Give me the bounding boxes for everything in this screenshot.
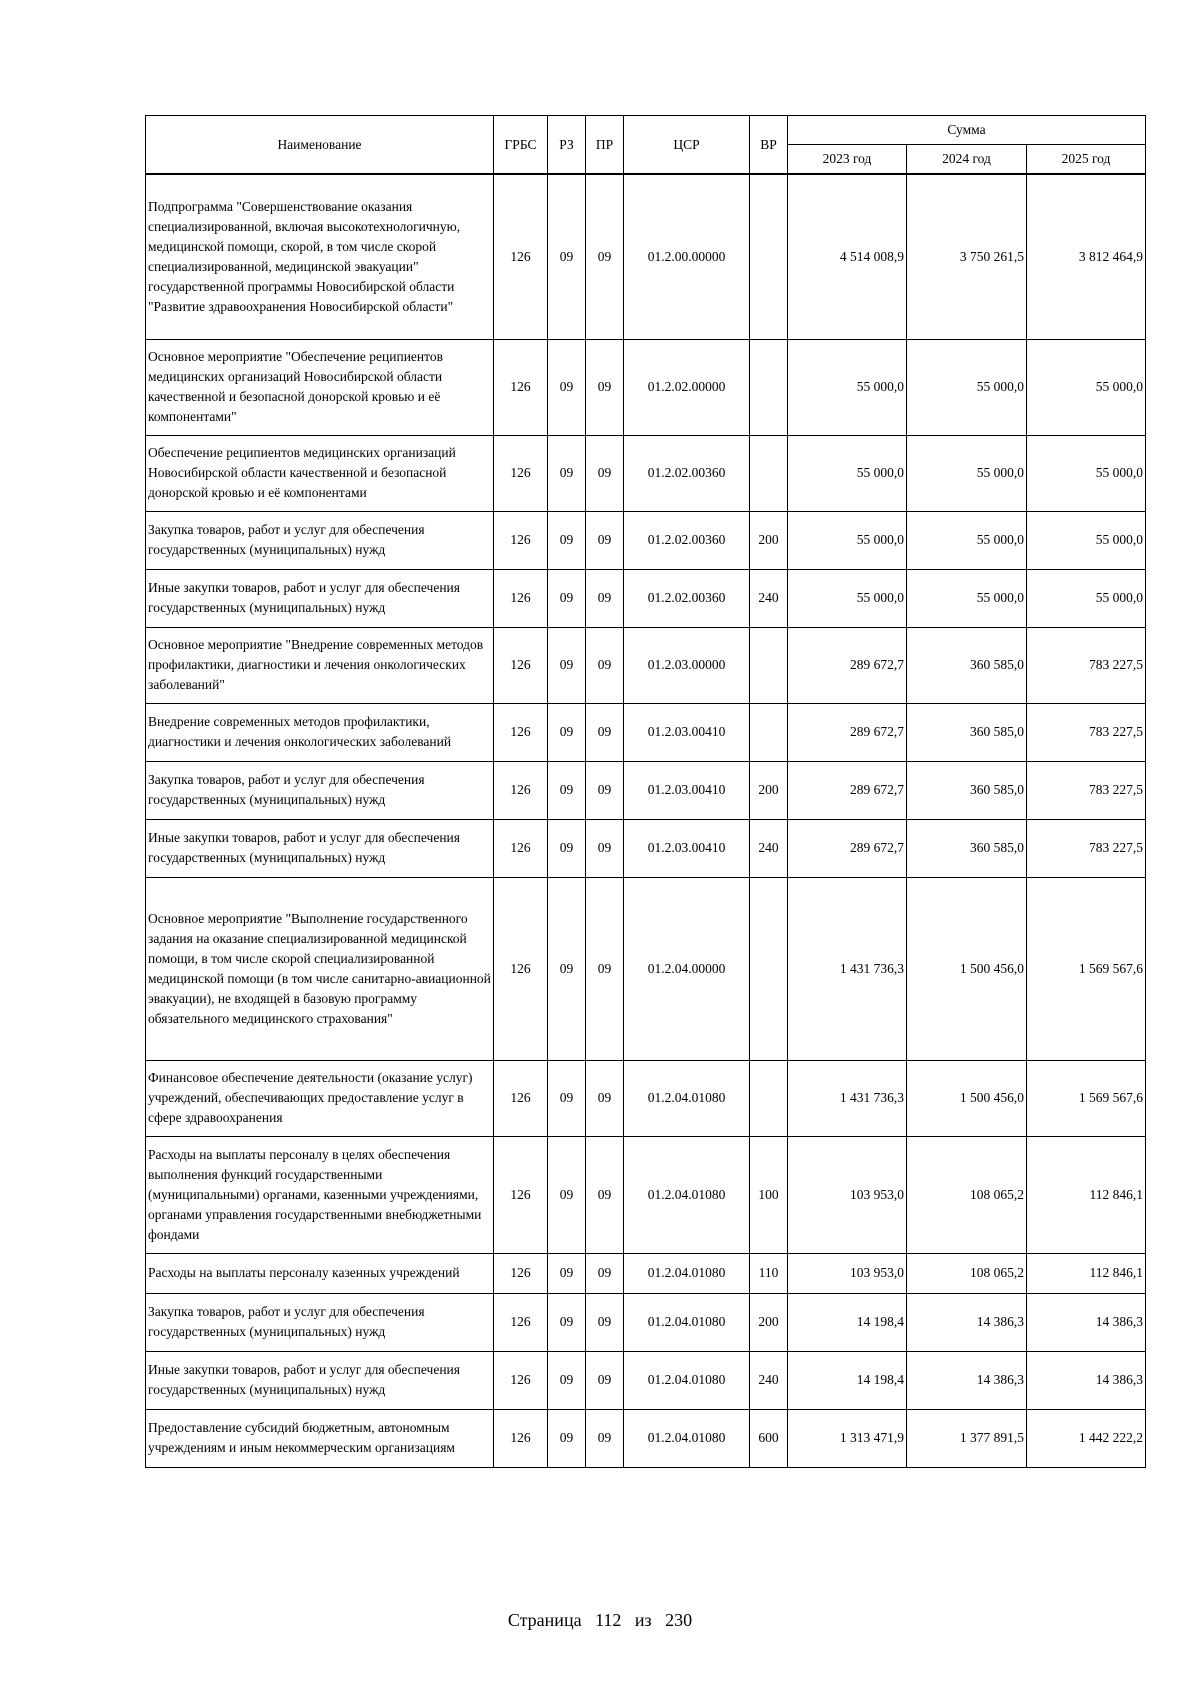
header-name: Наименование [146, 116, 494, 175]
cell-pr: 09 [586, 174, 624, 339]
table-row [146, 1253, 1146, 1293]
cell-rz: 09 [548, 174, 586, 339]
cell-name: Иные закупки товаров, работ и услуг для обеспечения государственных (муниципальных) нужд [146, 569, 494, 627]
cell-name: Финансовое обеспечение деятельности (оказание услуг) учреждений, обеспечивающих предоставление услуг в сфере здравоохранения [146, 1060, 494, 1136]
cell-2023: 55 000,0 [788, 435, 907, 511]
cell-csr: 01.2.04.00000 [624, 877, 750, 1060]
cell-csr: 01.2.03.00410 [624, 761, 750, 819]
cell-pr: 09 [586, 627, 624, 703]
cell-2023: 289 672,7 [788, 819, 907, 877]
cell-2024: 55 000,0 [907, 511, 1027, 569]
cell-2024: 360 585,0 [907, 819, 1027, 877]
cell-vr [750, 1060, 788, 1136]
cell-2024: 55 000,0 [907, 569, 1027, 627]
cell-grbs: 126 [494, 703, 548, 761]
cell-2023: 103 953,0 [788, 1136, 907, 1253]
cell-2025: 1 442 222,2 [1027, 1409, 1146, 1467]
cell-2024: 1 500 456,0 [907, 1060, 1027, 1136]
cell-vr: 200 [750, 1293, 788, 1351]
cell-2024: 360 585,0 [907, 703, 1027, 761]
cell-pr: 09 [586, 1136, 624, 1253]
cell-vr: 600 [750, 1409, 788, 1467]
cell-2025: 55 000,0 [1027, 435, 1146, 511]
cell-2023: 4 514 008,9 [788, 174, 907, 339]
cell-2023: 289 672,7 [788, 761, 907, 819]
cell-2025: 112 846,1 [1027, 1136, 1146, 1253]
cell-name: Иные закупки товаров, работ и услуг для обеспечения государственных (муниципальных) нужд [146, 819, 494, 877]
cell-pr: 09 [586, 435, 624, 511]
cell-grbs: 126 [494, 1136, 548, 1253]
cell-name: Предоставление субсидий бюджетным, автономным учреждениям и иным некоммерческим организациям [146, 1409, 494, 1467]
cell-vr: 240 [750, 819, 788, 877]
cell-2025: 1 569 567,6 [1027, 877, 1146, 1060]
cell-rz: 09 [548, 1136, 586, 1253]
cell-vr: 200 [750, 761, 788, 819]
cell-name: Основное мероприятие "Обеспечение реципиентов медицинских организаций Новосибирской области качественной и безопасной донорской кровью и её компонентами" [146, 339, 494, 435]
cell-rz: 09 [548, 703, 586, 761]
cell-csr: 01.2.02.00360 [624, 511, 750, 569]
cell-grbs: 126 [494, 819, 548, 877]
table-row [146, 703, 1146, 761]
table-row [146, 1136, 1146, 1253]
cell-csr: 01.2.04.01080 [624, 1136, 750, 1253]
cell-2023: 289 672,7 [788, 627, 907, 703]
cell-vr: 240 [750, 569, 788, 627]
cell-grbs: 126 [494, 339, 548, 435]
cell-csr: 01.2.04.01080 [624, 1409, 750, 1467]
cell-2024: 14 386,3 [907, 1293, 1027, 1351]
cell-2023: 55 000,0 [788, 511, 907, 569]
cell-2025: 55 000,0 [1027, 511, 1146, 569]
cell-vr [750, 627, 788, 703]
header-year-2025: 2025 год [1027, 145, 1146, 175]
cell-pr: 09 [586, 703, 624, 761]
cell-rz: 09 [548, 1409, 586, 1467]
cell-rz: 09 [548, 877, 586, 1060]
cell-grbs: 126 [494, 1293, 548, 1351]
cell-2025: 1 569 567,6 [1027, 1060, 1146, 1136]
cell-grbs: 126 [494, 511, 548, 569]
cell-pr: 09 [586, 1409, 624, 1467]
table-row [146, 1409, 1146, 1467]
cell-2023: 103 953,0 [788, 1253, 907, 1293]
header-year-2024: 2024 год [907, 145, 1027, 175]
table-row [146, 877, 1146, 1060]
cell-csr: 01.2.03.00410 [624, 819, 750, 877]
cell-rz: 09 [548, 819, 586, 877]
cell-name: Расходы на выплаты персоналу казенных учреждений [146, 1253, 494, 1293]
cell-2025: 112 846,1 [1027, 1253, 1146, 1293]
cell-2023: 1 313 471,9 [788, 1409, 907, 1467]
cell-vr [750, 174, 788, 339]
table-row [146, 1351, 1146, 1409]
cell-2025: 783 227,5 [1027, 761, 1146, 819]
header-grbs: ГРБС [494, 116, 548, 175]
cell-2025: 14 386,3 [1027, 1351, 1146, 1409]
header-csr: ЦСР [624, 116, 750, 175]
cell-vr: 200 [750, 511, 788, 569]
cell-pr: 09 [586, 339, 624, 435]
cell-vr [750, 877, 788, 1060]
cell-pr: 09 [586, 1060, 624, 1136]
cell-name: Иные закупки товаров, работ и услуг для обеспечения государственных (муниципальных) нужд [146, 1351, 494, 1409]
cell-grbs: 126 [494, 174, 548, 339]
cell-rz: 09 [548, 1060, 586, 1136]
cell-rz: 09 [548, 339, 586, 435]
cell-2024: 108 065,2 [907, 1136, 1027, 1253]
cell-grbs: 126 [494, 435, 548, 511]
cell-rz: 09 [548, 1293, 586, 1351]
cell-2024: 55 000,0 [907, 435, 1027, 511]
cell-2025: 783 227,5 [1027, 703, 1146, 761]
cell-name: Внедрение современных методов профилактики, диагностики и лечения онкологических заболеваний [146, 703, 494, 761]
cell-pr: 09 [586, 569, 624, 627]
cell-2025: 783 227,5 [1027, 627, 1146, 703]
cell-rz: 09 [548, 761, 586, 819]
header-pr: ПР [586, 116, 624, 175]
cell-2023: 1 431 736,3 [788, 877, 907, 1060]
cell-csr: 01.2.03.00000 [624, 627, 750, 703]
cell-2023: 1 431 736,3 [788, 1060, 907, 1136]
cell-csr: 01.2.00.00000 [624, 174, 750, 339]
cell-2024: 360 585,0 [907, 627, 1027, 703]
cell-name: Закупка товаров, работ и услуг для обеспечения государственных (муниципальных) нужд [146, 761, 494, 819]
cell-grbs: 126 [494, 761, 548, 819]
cell-csr: 01.2.03.00410 [624, 703, 750, 761]
cell-csr: 01.2.04.01080 [624, 1293, 750, 1351]
table-row [146, 174, 1146, 339]
cell-2024: 14 386,3 [907, 1351, 1027, 1409]
cell-csr: 01.2.04.01080 [624, 1351, 750, 1409]
page-footer [0, 1610, 1200, 1631]
cell-2024: 55 000,0 [907, 339, 1027, 435]
cell-rz: 09 [548, 627, 586, 703]
cell-2023: 55 000,0 [788, 569, 907, 627]
cell-pr: 09 [586, 1253, 624, 1293]
cell-2024: 108 065,2 [907, 1253, 1027, 1293]
table-row [146, 761, 1146, 819]
table-row [146, 1293, 1146, 1351]
cell-name: Основное мероприятие "Выполнение государственного задания на оказание специализированной медицинской помощи, в том числе скорой специализированной медицинской помощи (в том числе санитарно-авиационной эвакуации), не входящей в базовую программу обязательного медицинского страхования" [146, 877, 494, 1060]
cell-pr: 09 [586, 1293, 624, 1351]
page-total: 230 [665, 1610, 693, 1630]
cell-csr: 01.2.02.00360 [624, 569, 750, 627]
header-vr: ВР [750, 116, 788, 175]
cell-name: Подпрограмма "Совершенствование оказания специализированной, включая высокотехнологичную, медицинской помощи, скорой, в том числе скорой специализированной, медицинской эвакуации" государственной программы Новосибирской области "Развитие здравоохранения Новосибирской области" [146, 174, 494, 339]
cell-vr [750, 703, 788, 761]
table-row [146, 511, 1146, 569]
header-rz: РЗ [548, 116, 586, 175]
cell-name: Закупка товаров, работ и услуг для обеспечения государственных (муниципальных) нужд [146, 511, 494, 569]
cell-grbs: 126 [494, 1409, 548, 1467]
cell-rz: 09 [548, 569, 586, 627]
cell-grbs: 126 [494, 627, 548, 703]
cell-csr: 01.2.04.01080 [624, 1060, 750, 1136]
cell-2025: 3 812 464,9 [1027, 174, 1146, 339]
cell-rz: 09 [548, 511, 586, 569]
table-row [146, 627, 1146, 703]
cell-2024: 3 750 261,5 [907, 174, 1027, 339]
cell-2025: 55 000,0 [1027, 569, 1146, 627]
cell-pr: 09 [586, 877, 624, 1060]
cell-grbs: 126 [494, 1351, 548, 1409]
header-year-2023: 2023 год [788, 145, 907, 175]
table-body [146, 174, 1146, 1467]
cell-2024: 360 585,0 [907, 761, 1027, 819]
page-label: Страница [507, 1610, 582, 1630]
cell-2024: 1 500 456,0 [907, 877, 1027, 1060]
cell-rz: 09 [548, 435, 586, 511]
cell-vr [750, 435, 788, 511]
cell-2023: 14 198,4 [788, 1293, 907, 1351]
cell-csr: 01.2.02.00360 [624, 435, 750, 511]
cell-vr [750, 339, 788, 435]
table-row [146, 569, 1146, 627]
cell-vr: 110 [750, 1253, 788, 1293]
budget-table [145, 115, 1146, 1468]
cell-pr: 09 [586, 1351, 624, 1409]
table-row [146, 819, 1146, 877]
cell-csr: 01.2.02.00000 [624, 339, 750, 435]
cell-vr: 240 [750, 1351, 788, 1409]
cell-grbs: 126 [494, 877, 548, 1060]
cell-grbs: 126 [494, 569, 548, 627]
cell-pr: 09 [586, 819, 624, 877]
cell-grbs: 126 [494, 1060, 548, 1136]
cell-2023: 14 198,4 [788, 1351, 907, 1409]
cell-rz: 09 [548, 1253, 586, 1293]
table-header [146, 116, 1146, 175]
table-row [146, 1060, 1146, 1136]
cell-pr: 09 [586, 511, 624, 569]
table-row [146, 339, 1146, 435]
cell-name: Обеспечение реципиентов медицинских организаций Новосибирской области качественной и безопасной донорской кровью и её компонентами [146, 435, 494, 511]
cell-grbs: 126 [494, 1253, 548, 1293]
cell-name: Основное мероприятие "Внедрение современных методов профилактики, диагностики и лечения онкологических заболеваний" [146, 627, 494, 703]
cell-2024: 1 377 891,5 [907, 1409, 1027, 1467]
cell-2025: 14 386,3 [1027, 1293, 1146, 1351]
cell-2025: 783 227,5 [1027, 819, 1146, 877]
page-number: 112 [595, 1610, 622, 1630]
cell-2023: 289 672,7 [788, 703, 907, 761]
table-row [146, 435, 1146, 511]
cell-vr: 100 [750, 1136, 788, 1253]
header-sum: Сумма [788, 116, 1146, 145]
cell-csr: 01.2.04.01080 [624, 1253, 750, 1293]
cell-2025: 55 000,0 [1027, 339, 1146, 435]
cell-name: Расходы на выплаты персоналу в целях обеспечения выполнения функций государственными (муниципальными) органами, казенными учреждениями, органами управления государственными внебюджетными фондами [146, 1136, 494, 1253]
cell-name: Закупка товаров, работ и услуг для обеспечения государственных (муниципальных) нужд [146, 1293, 494, 1351]
cell-rz: 09 [548, 1351, 586, 1409]
cell-pr: 09 [586, 761, 624, 819]
cell-2023: 55 000,0 [788, 339, 907, 435]
page-of-label: из [634, 1610, 652, 1630]
